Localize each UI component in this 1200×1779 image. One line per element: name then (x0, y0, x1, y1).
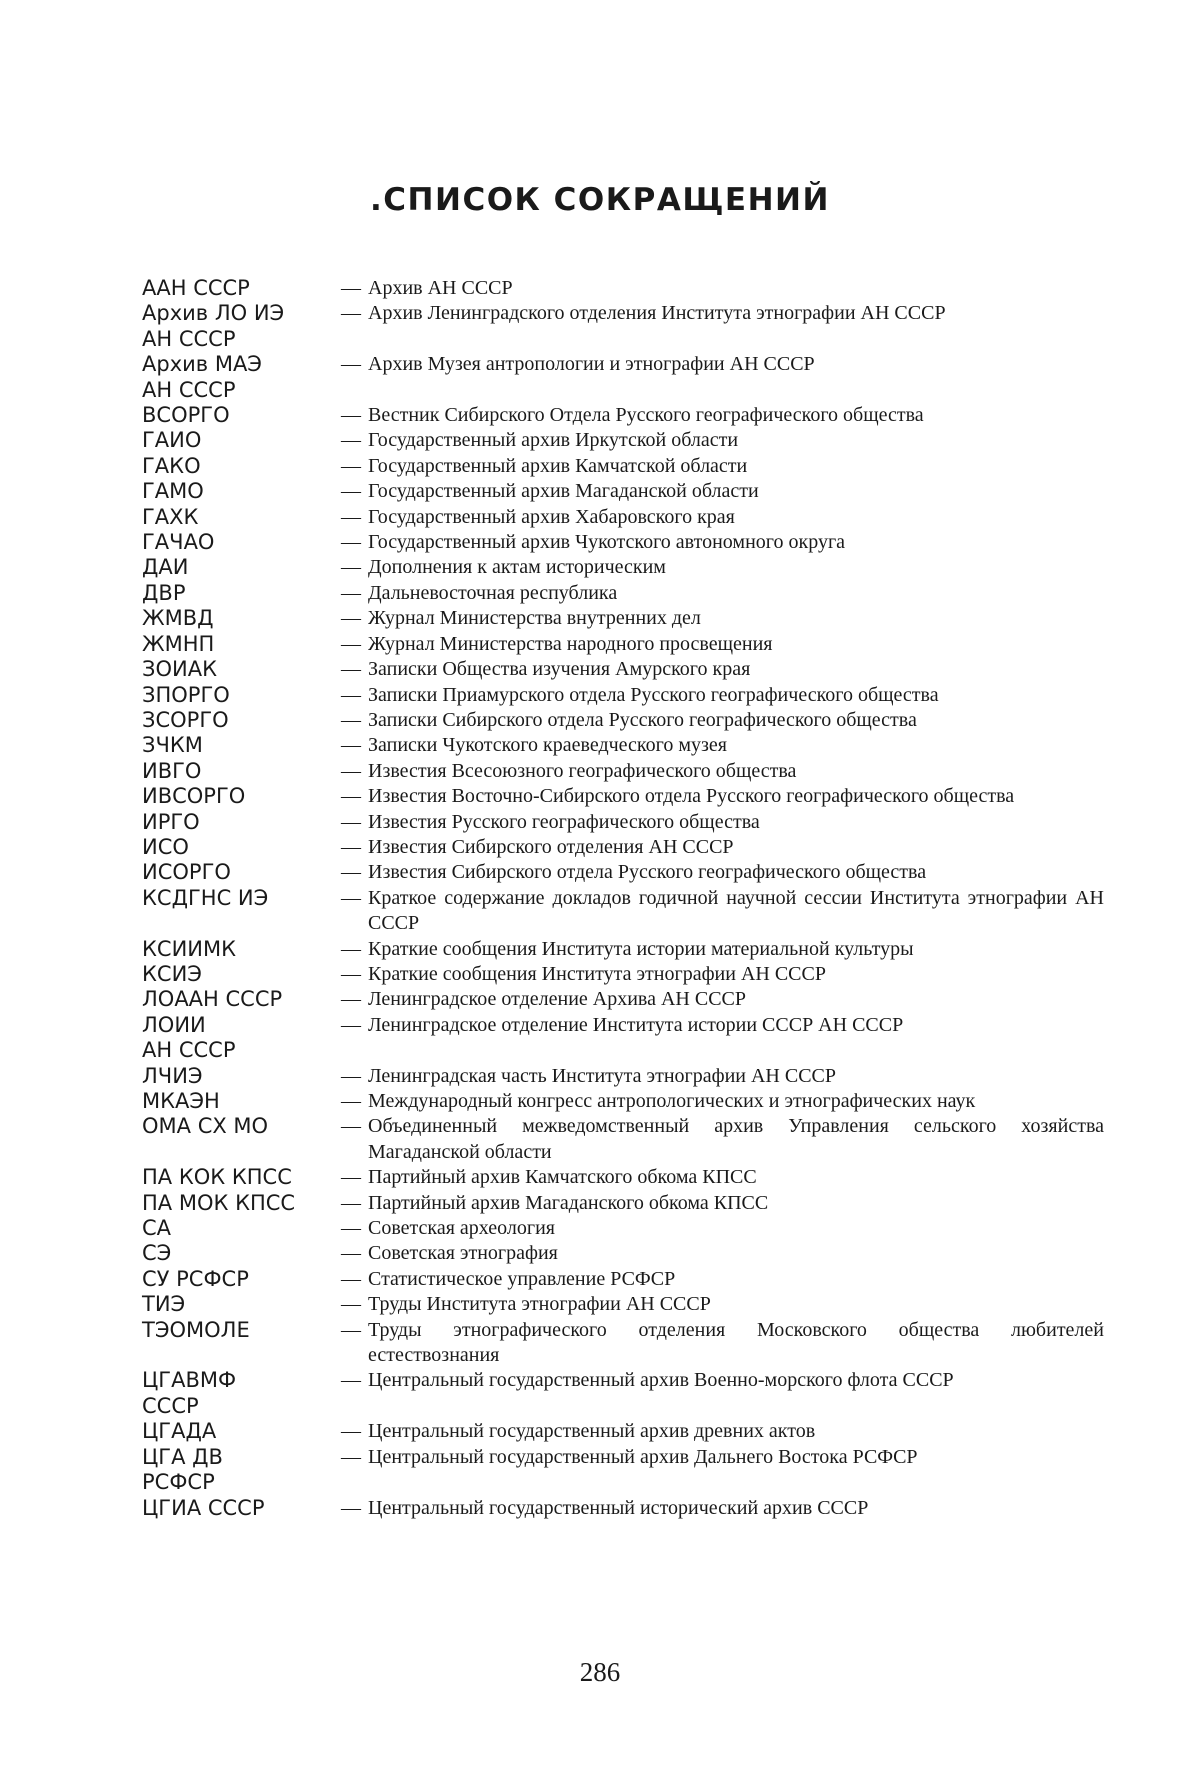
abbreviation-entry (142, 428, 1104, 453)
abbreviation-expansion: Партийный архив Камчатского обкома КПСС (368, 1166, 757, 1189)
dash-separator: — (341, 988, 361, 1011)
dash-separator: — (341, 835, 361, 858)
abbreviation-term: МКАЭН (142, 1089, 220, 1113)
abbreviation-expansion: Центральный государственный архив древних актов (368, 1420, 816, 1443)
abbreviation-expansion: Записки Приамурского отдела Русского географического общества (368, 683, 939, 706)
dash-separator: — (341, 277, 361, 299)
abbreviation-expansion: Ленинградская часть Института этнографии АН СССР (368, 1064, 837, 1087)
abbreviation-term: ИСОРГО (142, 860, 231, 885)
abbreviation-term: ГАМО (142, 479, 204, 504)
dash-separator: — (341, 353, 361, 376)
abbreviation-expansion: Журнал Министерства народного просвещения (368, 632, 773, 655)
abbreviation-expansion: Записки Общества изучения Амурского края (368, 658, 751, 681)
abbreviation-entry (142, 962, 1104, 987)
abbreviation-term: Архив ЛО ИЭ АН СССР (142, 301, 285, 351)
abbreviation-expansion: Государственный архив Чукотского автономного округа (368, 531, 846, 554)
abbreviation-entry (142, 1368, 1104, 1419)
abbreviation-entry (142, 454, 1104, 479)
abbreviation-entry (142, 937, 1104, 962)
abbreviation-expansion: Советская археология (368, 1217, 555, 1240)
abbreviation-expansion: Труды этнографического отделения Московского общества любителей естествознания (368, 1318, 1104, 1367)
abbreviation-entry (142, 657, 1104, 682)
abbreviation-expansion: Государственный архив Камчатской области (368, 454, 748, 477)
abbreviation-entry (142, 1191, 1104, 1216)
abbreviation-term: ГАКО (142, 453, 201, 478)
abbreviation-entry (142, 1496, 1104, 1521)
page-title: .СПИСОК СОКРАЩЕНИЙ (370, 182, 830, 218)
dash-separator: — (341, 581, 361, 604)
abbreviation-expansion: Партийный архив Магаданского обкома КПСС (368, 1191, 769, 1214)
dash-separator: — (341, 302, 361, 325)
abbreviation-term: СУ РСФСР (142, 1266, 249, 1291)
abbreviation-term: ТЭОМОЛЕ (142, 1317, 250, 1342)
abbreviation-term: ЖМВД (142, 606, 214, 631)
abbreviation-entry (142, 1419, 1104, 1444)
abbreviation-term: ТИЭ (142, 1292, 186, 1317)
abbreviation-entry (142, 1216, 1104, 1241)
abbreviation-term: ЗСОРГО (142, 707, 229, 732)
dash-separator: — (341, 1496, 361, 1519)
dash-separator: — (341, 937, 361, 960)
abbreviation-term: ЦГА ДВ РСФСР (142, 1444, 223, 1495)
abbreviation-expansion: Статистическое управление РСФСР (368, 1267, 676, 1290)
dash-separator: — (341, 1090, 361, 1112)
abbreviation-term: ИСО (142, 834, 189, 859)
dash-separator: — (341, 480, 361, 503)
dash-separator: — (341, 1115, 361, 1138)
dash-separator: — (341, 1166, 361, 1189)
abbreviation-expansion: Краткие сообщения Института истории материальной культуры (368, 937, 914, 960)
dash-separator: — (341, 886, 361, 909)
abbreviation-expansion: Вестник Сибирского Отдела Русского географического общества (368, 404, 924, 427)
abbreviation-term: ЦГИА СССР (142, 1495, 265, 1520)
abbreviation-entry (142, 1318, 1104, 1369)
abbreviation-entry (142, 352, 1104, 403)
abbreviation-expansion: Журнал Министерства внутренних дел (368, 607, 701, 630)
dash-separator: — (341, 810, 361, 833)
abbreviation-expansion: Архив Ленинградского отделения Института этнографии АН СССР (368, 302, 946, 325)
abbreviation-expansion: Краткое содержание докладов годичной научной сессии Института этнографии АН СССР (368, 886, 1104, 935)
abbreviation-expansion: Центральный государственный архив Дальнего Востока РСФСР (368, 1445, 918, 1468)
abbreviation-term: ЗПОРГО (142, 682, 230, 707)
dash-separator: — (341, 1267, 361, 1290)
abbreviation-entry (142, 1013, 1104, 1064)
page-number: 286 (579, 1657, 621, 1687)
abbreviation-entry (142, 1292, 1104, 1317)
dash-separator: — (341, 454, 361, 477)
abbreviation-entry (142, 860, 1104, 885)
abbreviation-term: ЛЧИЭ (142, 1063, 203, 1088)
dash-separator: — (341, 1420, 361, 1443)
dash-separator: — (341, 658, 361, 681)
abbreviation-term: ЦГАВМФ СССР (142, 1368, 237, 1418)
abbreviation-term: ВСОРГО (142, 403, 230, 428)
dash-separator: — (341, 1369, 361, 1392)
abbreviation-entry (142, 479, 1104, 504)
abbreviation-term: СЭ (142, 1241, 172, 1266)
abbreviation-entry (142, 987, 1104, 1012)
abbreviation-expansion: Известия Восточно-Сибирского отдела Русского географического общества (368, 785, 1015, 808)
dash-separator: — (341, 505, 361, 528)
abbreviation-term: КСИИМК (142, 936, 237, 961)
abbreviation-expansion: Архив АН СССР (368, 277, 513, 299)
abbreviation-expansion: Дальневосточная республика (368, 581, 618, 604)
abbreviation-term: ГАЧАО (142, 530, 215, 555)
abbreviation-expansion: Советская этнография (368, 1242, 558, 1265)
dash-separator: — (341, 556, 361, 579)
abbreviation-entry (142, 276, 1104, 301)
abbreviation-entry (142, 886, 1104, 937)
abbreviation-term: ИВСОРГО (142, 784, 246, 809)
abbreviation-expansion: Государственный архив Хабаровского края (368, 505, 735, 528)
abbreviation-term: КСИЭ (142, 961, 202, 986)
abbreviation-entry (142, 555, 1104, 580)
dash-separator: — (341, 1191, 361, 1214)
dash-separator: — (341, 708, 361, 731)
abbreviation-expansion: Труды Института этнографии АН СССР (368, 1293, 711, 1316)
abbreviation-expansion: Архив Музея антропологии и этнографии АН СССР (368, 353, 815, 376)
abbreviation-expansion: Международный конгресс антропологических и этнографических наук (368, 1090, 976, 1112)
abbreviation-entry (142, 1241, 1104, 1266)
dash-separator: — (341, 1445, 361, 1468)
abbreviation-entry (142, 505, 1104, 530)
abbreviation-entry (142, 784, 1104, 809)
abbreviation-entry (142, 1165, 1104, 1190)
dash-separator: — (341, 404, 361, 427)
abbreviation-expansion: Известия Сибирского отдела Русского географического общества (368, 861, 927, 884)
abbreviations-list (142, 276, 1104, 1521)
abbreviation-term: Архив МАЭ АН СССР (142, 352, 262, 402)
abbreviation-term: ЛОИИ АН СССР (142, 1012, 236, 1063)
abbreviation-expansion: Известия Русского географического общества (368, 810, 760, 833)
dash-separator: — (341, 683, 361, 706)
abbreviation-term: КСДГНС ИЭ (142, 885, 269, 910)
abbreviation-term: ГАИО (142, 428, 202, 453)
abbreviation-entry (142, 530, 1104, 555)
dash-separator: — (341, 1293, 361, 1316)
dash-separator: — (341, 429, 361, 452)
dash-separator: — (341, 1318, 361, 1341)
abbreviation-expansion: Государственный архив Магаданской области (368, 480, 759, 503)
abbreviation-term: ПА МОК КПСС (142, 1190, 296, 1215)
dash-separator: — (341, 734, 361, 757)
abbreviation-entry (142, 733, 1104, 758)
abbreviation-entry (142, 683, 1104, 708)
dash-separator: — (341, 962, 361, 985)
abbreviation-expansion: Государственный архив Иркутской области (368, 429, 739, 452)
abbreviation-expansion: Центральный государственный исторический архив СССР (368, 1496, 869, 1519)
abbreviation-entry (142, 403, 1104, 428)
abbreviation-term: ИВГО (142, 758, 202, 783)
abbreviation-expansion: Центральный государственный архив Военно-морского флота СССР (368, 1369, 954, 1392)
abbreviation-term: ЖМНП (142, 631, 215, 656)
abbreviation-expansion: Известия Сибирского отделения АН СССР (368, 835, 734, 858)
abbreviation-expansion: Ленинградское отделение Института истории СССР АН СССР (368, 1013, 904, 1036)
abbreviation-term: ДАИ (142, 555, 189, 580)
abbreviation-term: ОМА СХ МО (142, 1114, 269, 1139)
abbreviation-entry (142, 581, 1104, 606)
dash-separator: — (341, 1217, 361, 1240)
abbreviation-entry (142, 632, 1104, 657)
dash-separator: — (341, 531, 361, 554)
abbreviation-term: ААН СССР (142, 276, 250, 300)
abbreviation-entry (142, 301, 1104, 352)
abbreviation-entry (142, 835, 1104, 860)
abbreviation-term: ЗЧКМ (142, 733, 203, 758)
abbreviation-expansion: Записки Чукотского краеведческого музея (368, 734, 727, 757)
abbreviation-term: ИРГО (142, 809, 200, 834)
abbreviation-term: ЗОИАК (142, 657, 217, 682)
dash-separator: — (341, 1064, 361, 1087)
abbreviation-term: СА (142, 1216, 172, 1241)
abbreviation-term: ЦГАДА (142, 1419, 217, 1444)
dash-separator: — (341, 1242, 361, 1265)
dash-separator: — (341, 607, 361, 630)
abbreviation-entry (142, 1445, 1104, 1496)
abbreviation-expansion: Ленинградское отделение Архива АН СССР (368, 988, 747, 1011)
abbreviation-term: ГАХК (142, 504, 199, 529)
abbreviation-expansion: Объединенный межведомственный архив Управления сельского хозяйства Магаданской области (368, 1115, 1104, 1163)
abbreviation-expansion: Записки Сибирского отдела Русского географического общества (368, 708, 917, 731)
abbreviation-entry (142, 810, 1104, 835)
abbreviation-entry (142, 1089, 1104, 1114)
abbreviation-term: ЛОААН СССР (142, 987, 283, 1012)
abbreviation-expansion: Известия Всесоюзного географического общества (368, 759, 797, 782)
dash-separator: — (341, 759, 361, 782)
abbreviation-term: ПА КОК КПСС (142, 1165, 292, 1190)
dash-separator: — (341, 861, 361, 884)
abbreviation-term: ДВР (142, 580, 186, 605)
abbreviation-expansion: Дополнения к актам историческим (368, 556, 666, 579)
abbreviation-entry (142, 1064, 1104, 1089)
dash-separator: — (341, 785, 361, 808)
abbreviation-expansion: Краткие сообщения Института этнографии АН СССР (368, 962, 826, 985)
abbreviation-entry (142, 759, 1104, 784)
abbreviation-entry (142, 1114, 1104, 1165)
abbreviation-entry (142, 1267, 1104, 1292)
abbreviation-entry (142, 606, 1104, 631)
abbreviation-entry (142, 708, 1104, 733)
dash-separator: — (341, 1013, 361, 1036)
dash-separator: — (341, 632, 361, 655)
